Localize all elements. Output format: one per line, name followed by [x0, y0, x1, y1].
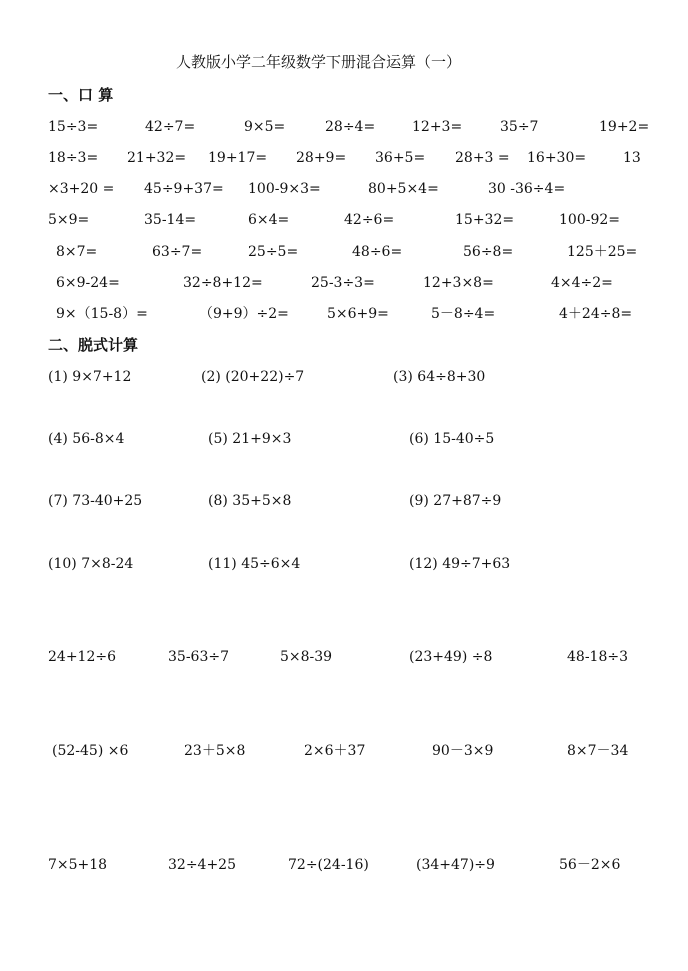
step-problem: 72÷(24-16): [288, 857, 369, 873]
step-problem: 2×6＋37: [304, 743, 366, 759]
problem-text: 19+2=: [599, 119, 650, 135]
problem-text: 25-3÷3=: [311, 275, 375, 291]
problem-text: 28÷4=: [325, 119, 376, 135]
problem-text: 16+30=: [527, 150, 587, 166]
problem-text: 45÷9+37=: [144, 181, 224, 197]
step-problem: 23＋5×8: [184, 743, 246, 759]
problem-text: 9×（15-8）=: [56, 306, 148, 322]
step-problem: (3) 64÷8+30: [393, 369, 486, 385]
problem-text: 28+3 =: [455, 150, 510, 166]
problem-text: 4×4÷2=: [551, 275, 613, 291]
step-problem: (52-45) ×6: [52, 743, 129, 759]
step-problem: 24+12÷6: [48, 649, 116, 665]
step-problem: (8) 35+5×8: [208, 493, 292, 509]
step-problem: (2) (20+22)÷7: [201, 369, 305, 385]
step-problem: 48-18÷3: [567, 649, 628, 665]
step-problem: (10) 7×8-24: [48, 556, 134, 572]
problem-text: 35-14=: [144, 212, 197, 228]
step-problem: (1) 9×7+12: [48, 369, 132, 385]
step-problem: 5×8-39: [280, 649, 333, 665]
step-problem: 35-63÷7: [168, 649, 229, 665]
problem-text: 4＋24÷8=: [559, 306, 633, 322]
problem-text: 15+32=: [455, 212, 515, 228]
step-problem: (11) 45÷6×4: [208, 556, 301, 572]
problem-text: 36+5=: [375, 150, 426, 166]
step-problem: 8×7－34: [567, 743, 629, 759]
problem-text: 13: [623, 150, 641, 166]
problem-text: 42÷7=: [145, 119, 196, 135]
problem-text: 35÷7: [500, 119, 539, 135]
problem-text: 15÷3=: [48, 119, 99, 135]
step-problem: (4) 56-8×4: [48, 431, 125, 447]
page-title: 人教版小学二年级数学下册混合运算（一）: [176, 53, 462, 71]
problem-text: 42÷6=: [344, 212, 395, 228]
problem-text: 30 -36÷4=: [488, 181, 566, 197]
problem-text: 9×5=: [244, 119, 286, 135]
step-problem: (23+49) ÷8: [409, 649, 493, 665]
section-heading-step-calc: 二、脱式计算: [48, 336, 139, 354]
problem-text: 28+9=: [296, 150, 347, 166]
problem-text: 25÷5=: [248, 244, 299, 260]
step-problem: 56－2×6: [559, 857, 621, 873]
problem-text: 6×4=: [248, 212, 290, 228]
step-problem: (5) 21+9×3: [208, 431, 292, 447]
problem-text: 6×9-24=: [56, 275, 120, 291]
problem-text: 19+17=: [208, 150, 268, 166]
step-problem: (12) 49÷7+63: [409, 556, 511, 572]
problem-text: 48÷6=: [352, 244, 403, 260]
problem-text: 80+5×4=: [368, 181, 439, 197]
step-problem: (34+47)÷9: [416, 857, 495, 873]
problem-text: 12+3=: [412, 119, 463, 135]
problem-text: 100-92=: [559, 212, 620, 228]
step-problem: (7) 73-40+25: [48, 493, 143, 509]
step-problem: (9) 27+87÷9: [409, 493, 502, 509]
problem-text: 63÷7=: [152, 244, 203, 260]
problem-text: 32÷8+12=: [183, 275, 263, 291]
problem-text: 8×7=: [56, 244, 98, 260]
problem-text: 100-9×3=: [248, 181, 321, 197]
problem-text: 18÷3=: [48, 150, 99, 166]
step-problem: 90－3×9: [432, 743, 494, 759]
step-problem: 32÷4+25: [168, 857, 236, 873]
problem-text: ×3+20 =: [48, 181, 115, 197]
step-problem: (6) 15-40÷5: [409, 431, 495, 447]
problem-text: 125＋25=: [567, 244, 638, 260]
problem-text: 5×9=: [48, 212, 90, 228]
problem-text: （9+9）÷2=: [199, 306, 289, 322]
step-problem: 7×5+18: [48, 857, 108, 873]
problem-text: 12+3×8=: [423, 275, 494, 291]
problem-text: 56÷8=: [463, 244, 514, 260]
problem-text: 5－8÷4=: [431, 306, 496, 322]
section-heading-oral: 一、口 算: [48, 86, 114, 104]
problem-text: 5×6+9=: [327, 306, 389, 322]
problem-text: 21+32=: [127, 150, 187, 166]
